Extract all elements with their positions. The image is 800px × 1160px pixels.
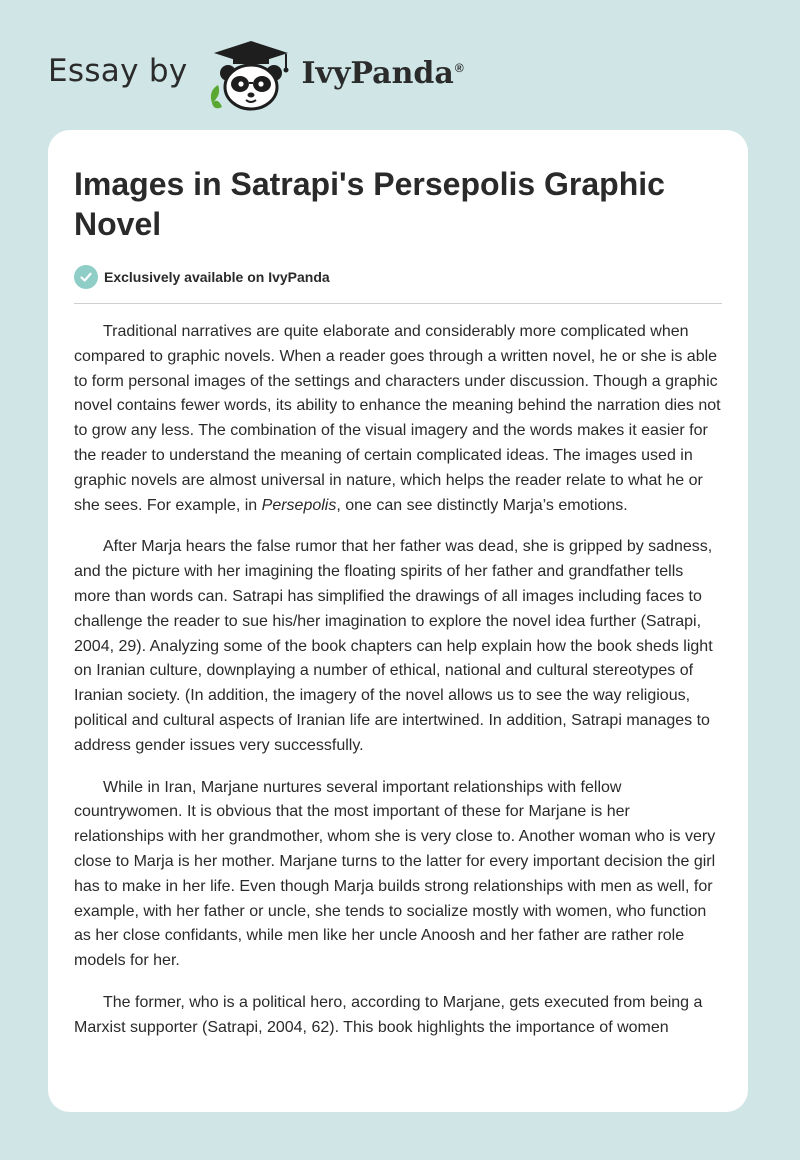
essay-by-label: Essay by	[48, 53, 188, 89]
site-header	[48, 34, 748, 114]
exclusive-label: Exclusively available on IvyPanda	[104, 269, 330, 285]
leaf-icon	[210, 85, 221, 108]
article-body	[74, 320, 724, 1058]
checkmark-icon	[74, 265, 98, 289]
article-card	[48, 130, 748, 1112]
paragraph: After Marja hears the false rumor that her father was dead, she is gripped by sadness, and the picture with her imagining the floating spirits of her father and grandfather tells more than words can. Satrapi has simplified the drawings of all images including faces to challenge the reader to sue his/her imagination to explore the novel idea further (Satrapi, 2004, 29). Analyzing some of the book chapters can help explain how the book sheds light on Iranian culture, downplaying a number of ethical, national and cultural stereotypes of Iranian society. (In addition, the imagery of the novel allows us to see the way religious, political and cultural aspects of Iranian life are intertwined. In addition, Satrapi manages to address gender issues very successfully.	[74, 538, 713, 754]
exclusive-badge	[74, 264, 330, 290]
paragraph: While in Iran, Marjane nurtures several important relationships with fellow countrywomen. It is obvious that the most important of these for Marjane is her relationships with her grandmother, whom she is very close to. Another woman who is very close to Marja is her mother. Marjane turns to the latter for every important decision the girl has to make in her life. Even though Marja builds strong relationships with men as well, for example, with her father or uncle, she tends to socialize mostly with women, who function as her close confidants, while men like her uncle Anoosh and her father are rather role models for her.	[74, 778, 716, 970]
book-title: Persepolis	[261, 496, 337, 514]
panda-graduate-icon[interactable]	[206, 37, 296, 113]
paragraph: The former, who is a political hero, according to Marjane, gets executed from being a Marxist supporter (Satrapi, 2004, 62). This book highlights the importance of women	[74, 993, 703, 1036]
registered-mark: ®	[454, 60, 464, 75]
page-title: Images in Satrapi's Persepolis Graphic Novel	[74, 166, 665, 242]
divider	[74, 303, 722, 304]
paragraph: Traditional narratives are quite elaborate and considerably more complicated when compared to graphic novels. When a reader goes through a written novel, he or she is able to form personal images of the settings and characters under discussion. Though a graphic novel contains fewer words, its ability to enhance the meaning behind the narration dies not to grow any less. The combination of the visual imagery and the words makes it easier for the reader to understand the meaning of certain complicated ideas. The images used in graphic novels are almost universal in nature, which helps the reader relate to what he or she sees. For example, in Persepolis, one can see distinctly Marja’s emotions.	[74, 323, 721, 514]
brand-name[interactable]: IvyPanda®	[301, 55, 464, 91]
